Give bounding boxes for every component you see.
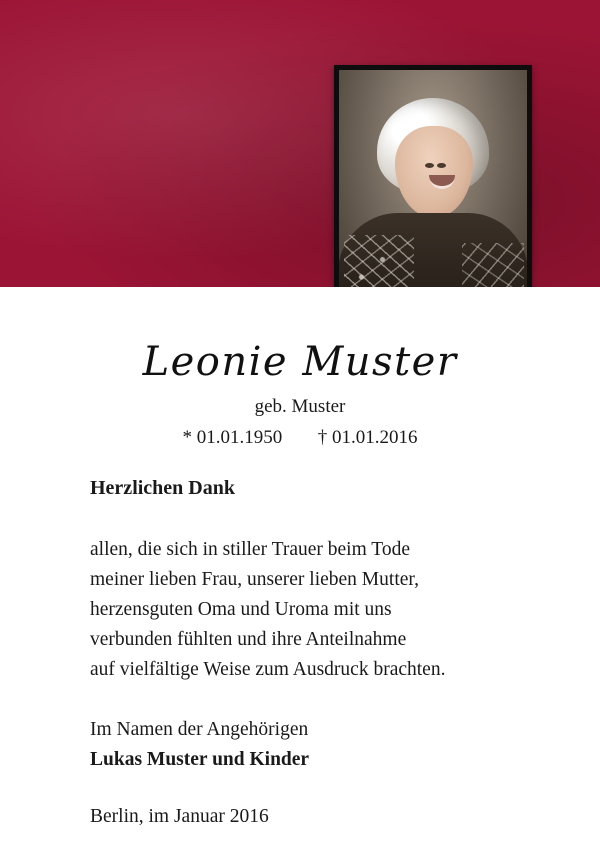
portrait-smile bbox=[429, 175, 455, 189]
on-behalf-line: Im Namen der Angehörigen bbox=[90, 719, 309, 740]
signatory-line: Lukas Muster und Kinder bbox=[90, 749, 310, 770]
life-dates bbox=[0, 427, 600, 449]
paragraph-line: meiner lieben Frau, unserer lieben Mutter, bbox=[90, 569, 419, 590]
death-symbol: † bbox=[317, 427, 328, 448]
maiden-name-label: geb. Muster bbox=[254, 396, 346, 417]
paragraph-line: herzensguten Oma und Uroma mit uns bbox=[90, 599, 392, 620]
memorial-paragraph bbox=[90, 535, 560, 685]
memorial-text-sheet bbox=[0, 287, 600, 857]
paragraph-line: auf vielfältige Weise zum Ausdruck brachten. bbox=[90, 659, 446, 680]
portrait-frame bbox=[334, 65, 532, 310]
spacer bbox=[90, 685, 560, 715]
portrait-eye-left bbox=[425, 163, 434, 168]
memorial-body bbox=[90, 473, 560, 832]
portrait-eye-right bbox=[437, 163, 446, 168]
paragraph-line: verbunden fühlten und ihre Anteilnahme bbox=[90, 629, 407, 650]
deceased-name: Leonie Muster bbox=[142, 339, 458, 385]
place-and-date: Berlin, im Januar 2016 bbox=[90, 806, 269, 827]
spacer bbox=[90, 775, 560, 802]
paragraph-line: allen, die sich in stiller Trauer beim Tode bbox=[90, 539, 410, 560]
portrait-photo bbox=[339, 70, 527, 305]
birth-date: 01.01.1950 bbox=[196, 427, 283, 448]
thanks-heading: Herzlichen Dank bbox=[90, 477, 235, 499]
death-date: 01.01.2016 bbox=[332, 427, 418, 448]
birth-symbol: * bbox=[182, 427, 192, 448]
